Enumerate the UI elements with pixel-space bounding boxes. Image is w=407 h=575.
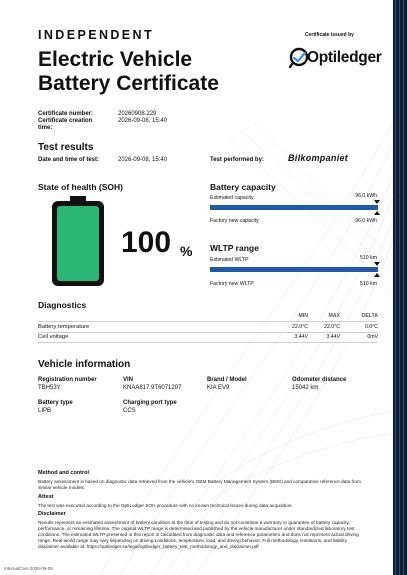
kicker: INDEPENDENT xyxy=(38,28,154,42)
capacity-bar-track xyxy=(210,205,378,210)
soh-heading: State of health (SOH) xyxy=(38,182,124,192)
row-delta: 0.0°C xyxy=(364,323,378,330)
registration-label: Registration number xyxy=(38,377,97,383)
certificate-creation-label xyxy=(38,118,92,132)
odometer-value: 15042 km xyxy=(292,385,319,391)
column-max: MAX xyxy=(328,313,340,319)
certificate-number-label: Certificate number: xyxy=(38,111,94,117)
title-line-1: Electric Vehicle xyxy=(38,48,193,71)
column-min: MIN xyxy=(298,313,308,319)
footer-tag: InternalCars 2026-09-08 xyxy=(4,566,53,571)
estimated-wltp-label: Estimated WLTP xyxy=(210,257,249,263)
factory-capacity-value: 96.0 kWh xyxy=(355,218,377,224)
document-title xyxy=(38,48,219,96)
charging-port-label: Charging port type xyxy=(123,400,177,406)
brand-value: KIA EV9 xyxy=(207,385,230,391)
row-label: Battery temperature xyxy=(38,323,90,330)
estimated-capacity-value: 96.0 kWh xyxy=(355,193,377,199)
wltp-bar-track xyxy=(210,267,378,272)
factory-wltp-value: 510 km xyxy=(359,281,377,287)
title-line-2: Battery Certificate xyxy=(38,72,219,95)
method-heading: Method and control xyxy=(38,470,90,476)
factory-wltp-marker xyxy=(374,273,380,277)
battery-fill-level xyxy=(57,206,99,281)
row-delta: 0mV xyxy=(367,334,378,341)
table-row xyxy=(38,322,378,332)
disclaimer-heading: Disclaimer xyxy=(38,511,66,518)
notes-section xyxy=(38,470,378,549)
issuer-name: Optiledger xyxy=(307,49,382,66)
registration-value: TBH53Y xyxy=(38,385,61,391)
diagnostics-header-row xyxy=(38,313,378,321)
factory-wltp-label: Factory new WLTP xyxy=(210,281,254,287)
creation-label-line-1: Certificate creation xyxy=(38,118,93,124)
attest-heading: Attest xyxy=(38,493,54,500)
estimated-capacity-label: Estimated capacity xyxy=(210,195,254,201)
creation-label-line-2: time: xyxy=(38,125,53,131)
odometer-label: Odometer distance xyxy=(292,377,347,383)
performed-by-label: Test performed by: xyxy=(210,157,264,163)
method-text: Battery assessment is based on diagnostic data retrieved from the vehicle's OEM Battery Management System (BMS) and comparative reference data from similar vehicle models. xyxy=(38,479,361,490)
row-max: 3.44V xyxy=(326,334,340,341)
soh-value: 100 xyxy=(121,226,172,259)
test-date-label: Date and time of test: xyxy=(38,157,100,163)
row-min: 3.44V xyxy=(294,334,308,341)
brand-label: Brand / Model xyxy=(207,377,247,383)
column-delta: DELTA xyxy=(361,313,378,319)
estimated-wltp-value: 510 km xyxy=(359,255,377,261)
issued-by-label: Certificate issued by xyxy=(305,32,354,38)
battery-icon xyxy=(48,196,108,288)
wltp-bar-fill xyxy=(210,267,378,272)
battery-type-value: LIPB xyxy=(38,408,52,414)
estimated-capacity-marker xyxy=(374,200,380,204)
capacity-bar-fill xyxy=(210,205,378,210)
soh-unit: % xyxy=(180,243,193,259)
performed-by-signature: Bilkompaniet xyxy=(288,153,349,163)
certificate-number-value: 20260908.229 xyxy=(118,111,157,117)
vin-label: VIN xyxy=(123,377,134,383)
vin-value: KNAA817 9T6071207 xyxy=(123,385,182,391)
battery-type-label: Battery type xyxy=(38,400,73,406)
diagnostics-table xyxy=(38,313,378,343)
diagnostics-heading: Diagnostics xyxy=(38,300,87,310)
row-label: Cell voltage xyxy=(38,334,69,341)
estimated-wltp-marker xyxy=(374,262,380,266)
wltp-heading: WLTP range xyxy=(210,243,259,253)
certificate-creation-value: 2026-09-08, 15:40 xyxy=(118,118,168,124)
vehicle-heading: Vehicle information xyxy=(38,359,131,370)
table-row xyxy=(38,332,378,342)
test-results-heading: Test results xyxy=(38,142,94,153)
attest-text: The test was executed according to the OptiLedger SOH procedure with no known technical issues during data acquisition. xyxy=(38,502,293,508)
battery-capacity-heading: Battery capacity xyxy=(210,182,276,192)
charging-port-value: CCS xyxy=(123,408,136,414)
factory-capacity-label: Factory new capacity xyxy=(210,218,259,224)
test-date-value: 2026-09-08, 15:40 xyxy=(118,157,168,163)
row-min: 22.0°C xyxy=(292,323,308,330)
divider xyxy=(38,342,378,343)
factory-capacity-marker xyxy=(374,211,380,215)
row-max: 22.0°C xyxy=(324,323,340,330)
decorative-side-stripe xyxy=(393,0,407,575)
disclaimer-text: Results represent an estimated assessment of battery condition at the time of testing and do not constitute a warranty or guarantee of battery capacity, performance, or remaining lifetime. The original WLTP range is determined and published by the vehicle manufacturer under standardized laboratory test conditions. The estimated WLTP presented in this report is calculated from diagnostic data and reference parameters and does not represent actual driving range. Real-world range may vary depending on driving conditions, temperature, load, and driving behavior. Full methodology, limitations, and liability disclaimer available at: https://optiledger.se/legal/optiledger_battery_test_methodology_and_disclaimer.pdf xyxy=(38,520,359,549)
